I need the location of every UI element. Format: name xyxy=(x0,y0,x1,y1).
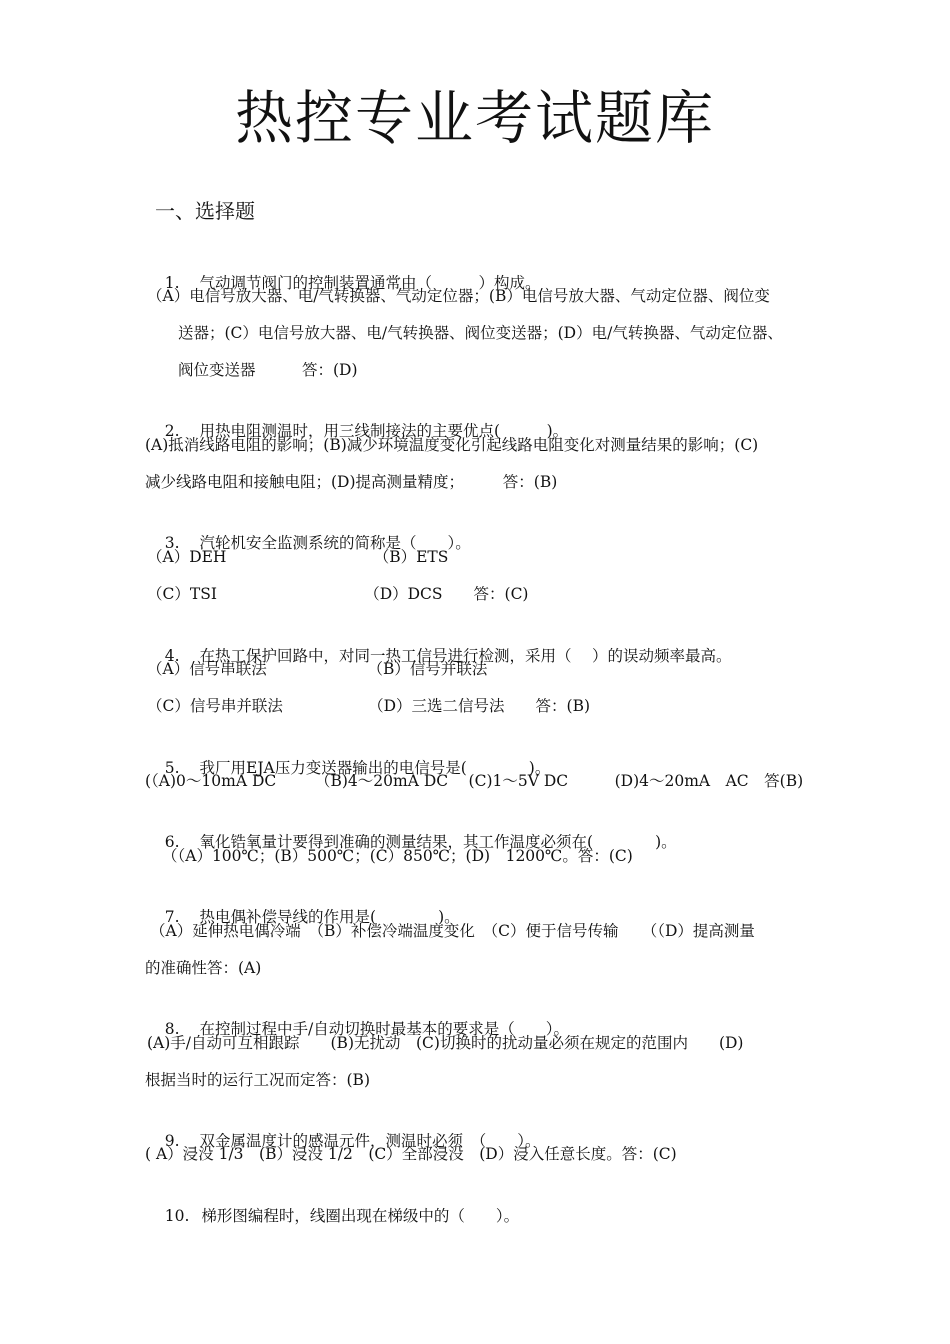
question-9 xyxy=(145,1105,541,1177)
question-text: 用热电阻测温时，用三线制接法的主要优点( )。 xyxy=(199,422,569,440)
question-number: 4. xyxy=(164,647,180,665)
answer-line: (A)抵消线路电阻的影响；(B)减少环境温度变化引起线路电阻变化对测量结果的影响；(C) xyxy=(145,436,759,454)
question-text: 汽轮机安全监测系统的简称是（ ）。 xyxy=(199,534,471,552)
question-10 xyxy=(145,1180,519,1252)
answer-line: （A）延伸热电偶冷端 （B）补偿冷端温度变化 （C）便于信号传输 （（D）提高测量 xyxy=(150,922,755,940)
answer-line: （（A）100℃；(B）500℃；(C）850℃；(D) 1200℃。答：(C) xyxy=(162,847,633,865)
question-text: 气动调节阀门的控制装置通常由（ ）构成。 xyxy=(199,274,541,292)
question-number: 10. xyxy=(164,1207,190,1225)
question-number: 3. xyxy=(164,534,180,552)
question-text: 我厂用EJA压力变送器输出的电信号是( )。 xyxy=(199,759,551,777)
answer-line: (A)手/自动可互相跟踪 (B)无扰动 (C)切换时的扰动量必须在规定的范围内 (D) xyxy=(147,1034,744,1052)
question-number: 7. xyxy=(164,908,180,926)
answer-line: 送器；(C）电信号放大器、电/气转换器、阀位变送器；(D）电/气转换器、气动定位器、 xyxy=(178,324,783,342)
answer-line: （C）信号串并联法 （D）三选二信号法 答：(B) xyxy=(147,697,591,715)
question-text: 热电偶补偿导线的作用是( )。 xyxy=(199,908,460,926)
document-title: 热控专业考试题库 xyxy=(234,84,715,152)
question-text: 双金属温度计的感温元件，测温时必须 （ ）。 xyxy=(199,1132,541,1150)
answer-line: （A）信号串联法 （B）信号并联法 xyxy=(147,660,488,678)
question-number: 5. xyxy=(164,759,180,777)
answer-line: 阀位变送器 答：(D) xyxy=(178,361,358,379)
answer-line: （A）DEH （B）ETS xyxy=(147,548,449,566)
question-text: 在热工保护回路中，对同一热工信号进行检测，采用（ ）的误动频率最高。 xyxy=(199,647,732,665)
question-number: 1. xyxy=(164,274,180,292)
question-5 xyxy=(145,732,550,804)
answer-line: 的准确性答：(A) xyxy=(145,959,262,977)
answer-line: （A）电信号放大器、电/气转换器、气动定位器；(B）电信号放大器、气动定位器、阀位变 xyxy=(147,287,770,305)
question-number: 6. xyxy=(164,833,180,851)
section-heading: 一、选择题 xyxy=(155,199,255,223)
answer-line: (（A)0～10mA DC （B)4～20mA DC (C)1～5V DC (D)4～20mA AC 答(B) xyxy=(145,772,804,790)
answer-line: 根据当时的运行工况而定答：(B) xyxy=(145,1071,370,1089)
answer-line: 减少线路电阻和接触电阻；(D)提高测量精度； 答：(B) xyxy=(145,473,558,491)
answer-line: ( A）浸没 1/3 (B）浸没 1/2 (C）全部浸没 (D）浸入任意长度。答：(C) xyxy=(145,1145,677,1163)
question-number: 9. xyxy=(164,1132,180,1150)
question-1 xyxy=(145,247,541,319)
question-number: 2. xyxy=(164,422,180,440)
question-4 xyxy=(145,620,731,692)
question-text: 在控制过程中手/自动切换时最基本的要求是（ ）。 xyxy=(199,1020,569,1038)
question-text: 氧化锆氧量计要得到准确的测量结果，其工作温度必须在( )。 xyxy=(199,833,677,851)
answer-line: （C）TSI （D）DCS 答：(C) xyxy=(147,585,529,603)
question-text: 梯形图编程时，线圈出现在梯级中的（ ）。 xyxy=(201,1207,520,1225)
question-number: 8. xyxy=(164,1020,180,1038)
